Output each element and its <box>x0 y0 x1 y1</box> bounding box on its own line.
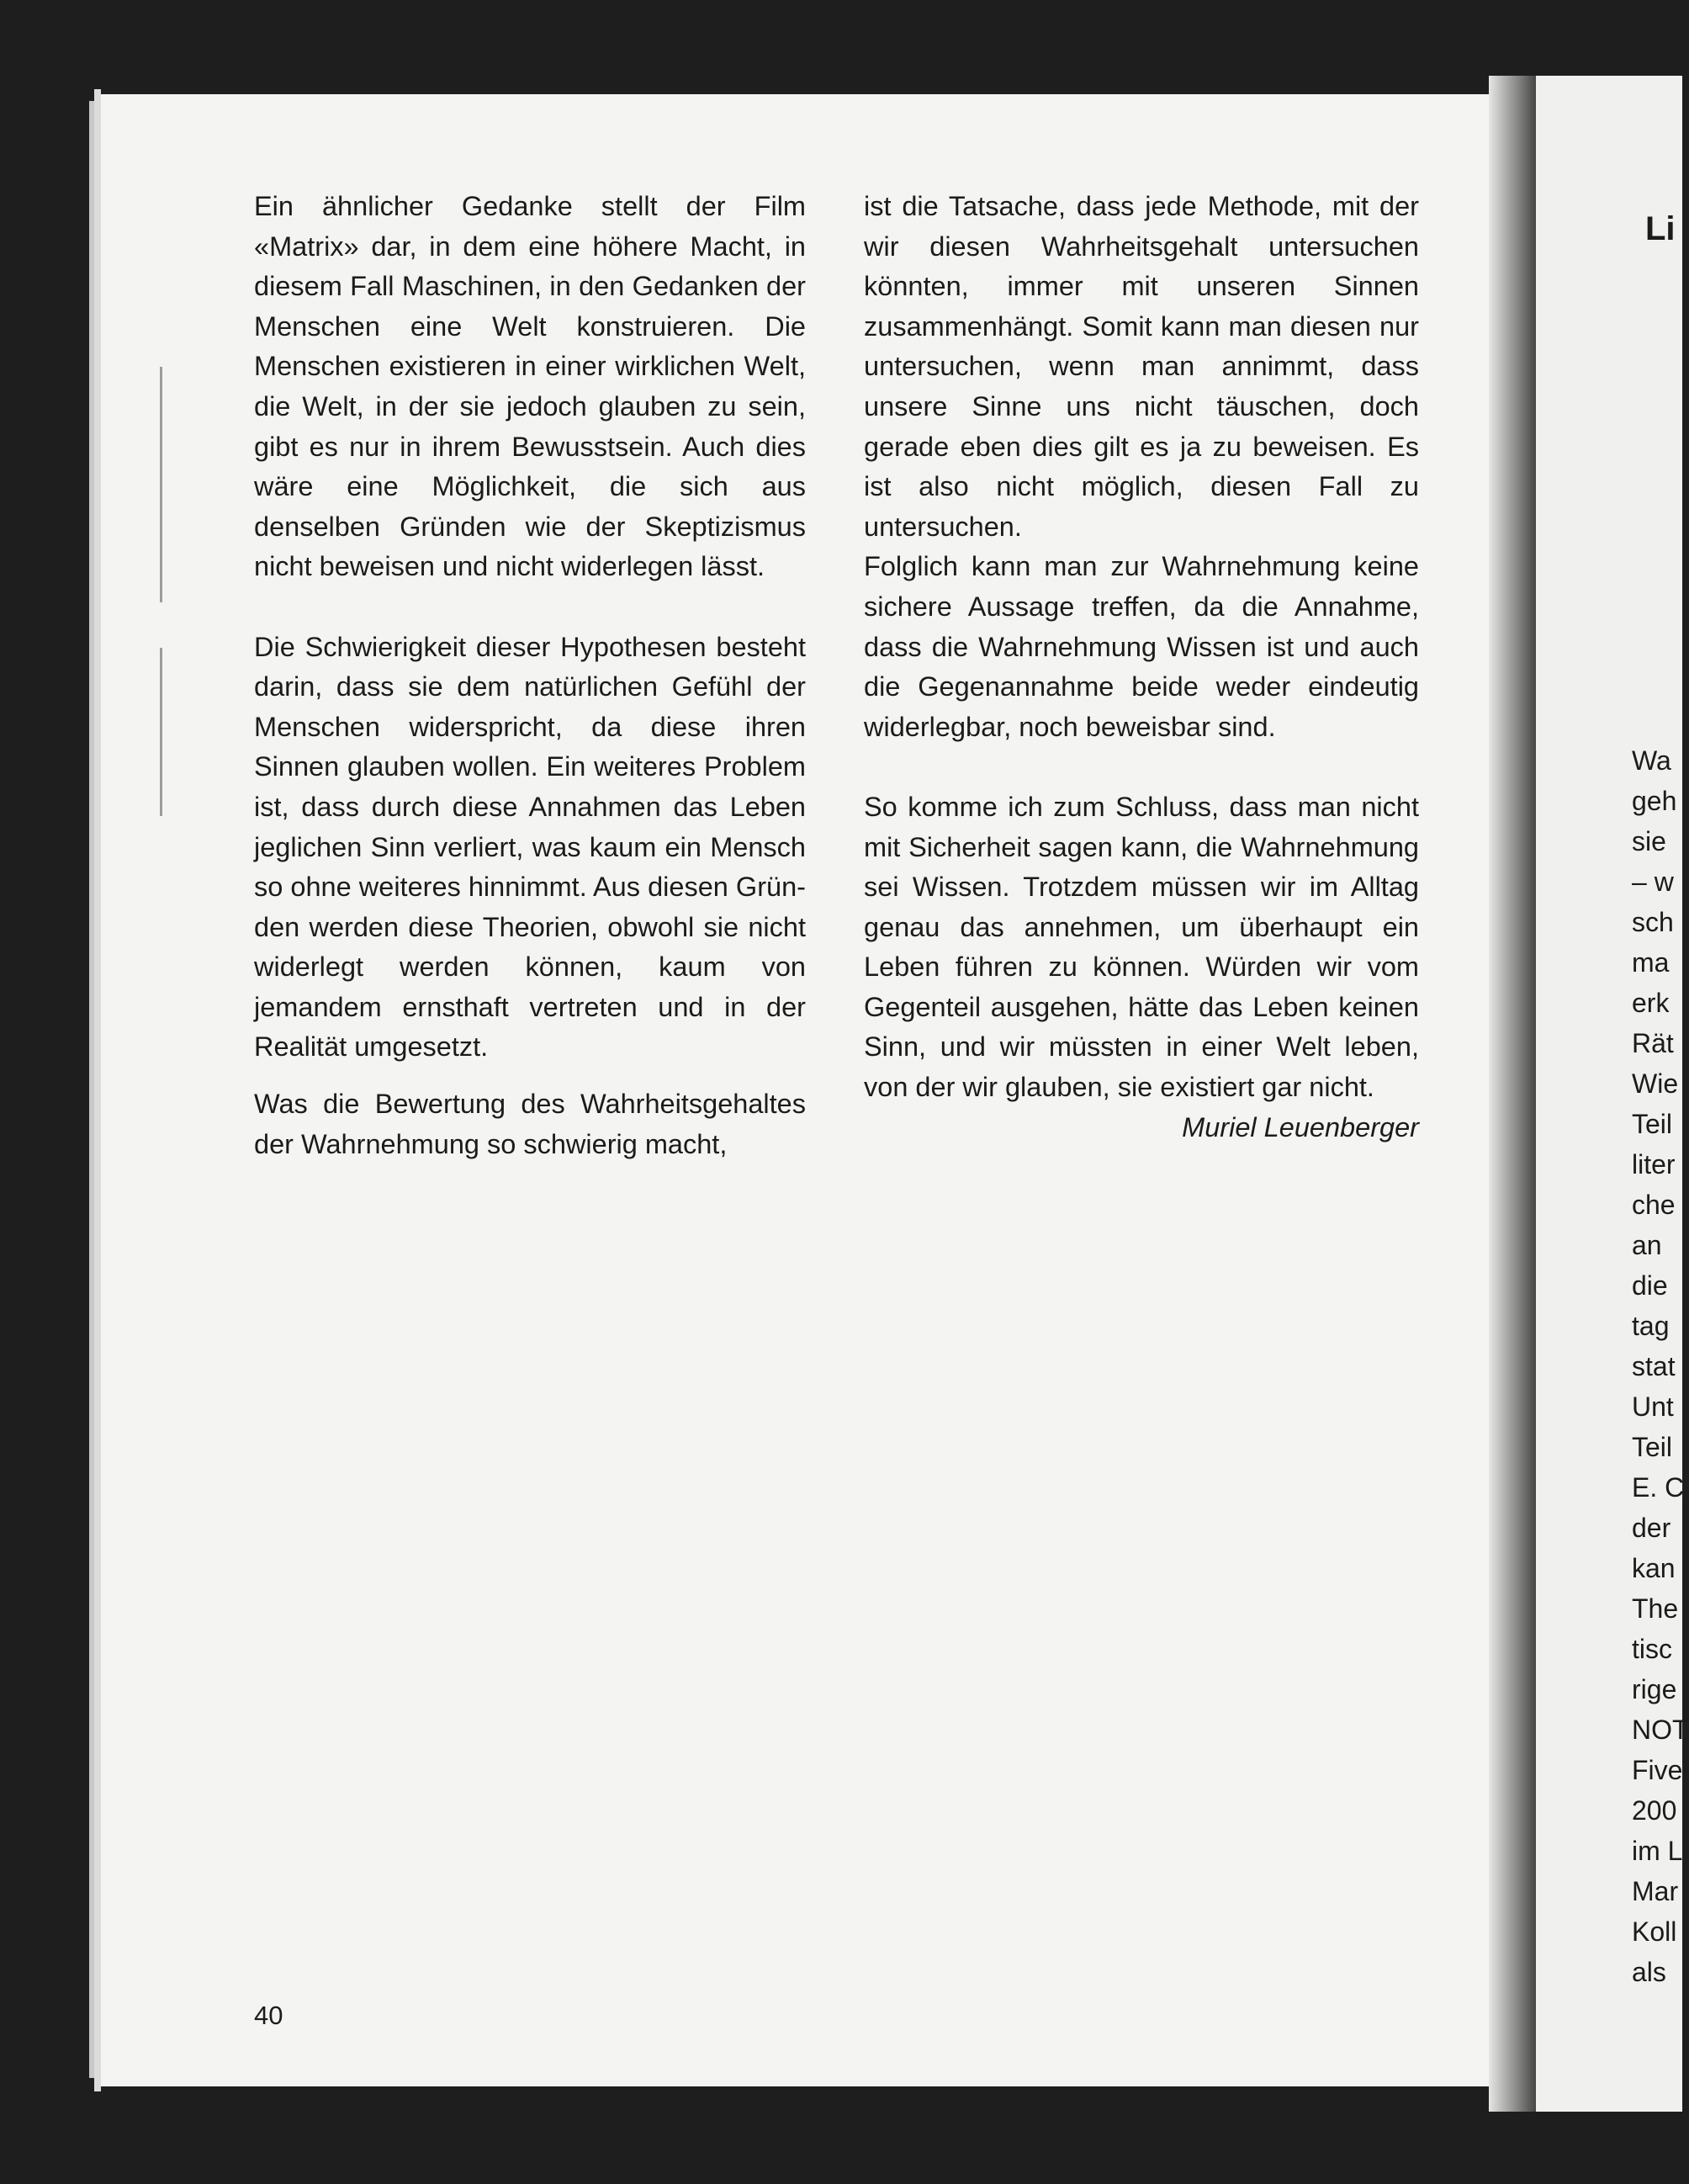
right-page-line-fragment: Wa <box>1632 745 1671 776</box>
right-page-line-fragment: der <box>1632 1513 1671 1543</box>
right-page-line-fragment: Unt <box>1632 1392 1674 1422</box>
paragraph: Was die Bewertung des Wahrheitsgehaltes der Wahrnehmung so schwierig macht, <box>254 1089 806 1159</box>
right-page-line-fragment: 200 <box>1632 1795 1677 1826</box>
margin-rule <box>160 648 162 816</box>
right-page-line-fragment: The <box>1632 1593 1679 1624</box>
right-page-heading: Li <box>1645 210 1676 247</box>
paragraph: Die Schwierigkeit dieser Hypothesen besteht darin, dass sie dem natürlichen Gefühl der Menschen widerspricht, da diese ihren Sinnen glauben wollen. Ein weiteres Problem ist, dass durch diese Annahmen das Leben jeglichen Sinn verliert, was kaum ein Mensch so ohne weiteres hinnimmt. Aus diesen Grün-den werden diese Theorien, obwohl sie nicht widerlegt werden können, kaum von jemandem ernsthaft vertreten und in der Realität umgesetzt. <box>254 631 806 1063</box>
right-page-line-fragment: rige <box>1632 1674 1677 1704</box>
right-page-line-fragment: Koll <box>1632 1916 1677 1947</box>
right-page-line-fragment: tisc <box>1632 1634 1672 1664</box>
page-stack-edge <box>94 89 101 2091</box>
text-column-right <box>864 187 1419 1188</box>
right-page-line-fragment: NOT <box>1632 1715 1689 1745</box>
paragraph: ist die Tatsache, dass jede Methode, mit der wir diesen Wahrheitsgehalt untersuchen könnten, immer mit unseren Sinnen zusammenhängt. Somit kann man diesen nur untersuchen, wenn man annimmt, dass unsere Sinne uns nicht täuschen, doch gerade eben dies gilt es ja zu beweisen. Es ist also nicht möglich, diesen Fall zu untersuchen. <box>864 191 1419 542</box>
right-page-line-fragment: stat <box>1632 1351 1676 1381</box>
right-page-line-fragment: sch <box>1632 907 1674 937</box>
right-page-line-fragment: Five <box>1632 1755 1683 1785</box>
right-page-line-fragment: sie <box>1632 826 1666 856</box>
paragraph: Folglich kann man zur Wahrnehmung keine sichere Aussage treffen, da die Annahme, dass die Wahrnehmung Wissen ist und auch die Gegenannahme beide weder eindeutig widerlegbar, noch beweisbar sind. <box>864 551 1419 742</box>
page-stack-edge <box>89 101 94 2078</box>
right-page-line-fragment: tag <box>1632 1311 1670 1341</box>
right-page-line-fragment: – w <box>1632 867 1674 897</box>
paragraph: So komme ich zum Schluss, dass man nicht mit Sicherheit sagen kann, die Wahrnehmung sei Wissen. Trotzdem müssen wir im Alltag genau das annehmen, um überhaupt ein Leben führen zu können. Würden wir vom Gegenteil ausgehen, hätte das Leben keinen Sinn, und wir müssten in einer Welt leben, von der wir glauben, sie existiert gar nicht. <box>864 791 1419 1103</box>
right-page-text-fragments <box>1632 740 1689 1992</box>
margin-rule <box>160 367 162 602</box>
right-page-line-fragment: kan <box>1632 1553 1676 1583</box>
right-page-line-fragment: Wie <box>1632 1068 1679 1099</box>
right-page-line-fragment: Teil <box>1632 1432 1673 1462</box>
right-page-line-fragment: an <box>1632 1230 1662 1260</box>
right-page-line-fragment: als <box>1632 1957 1666 1987</box>
right-page-line-fragment: Rät <box>1632 1028 1674 1058</box>
right-page-line-fragment: Teil <box>1632 1109 1673 1139</box>
text-column-left <box>254 187 806 1164</box>
page-number: 40 <box>254 2001 283 2030</box>
right-page-line-fragment: die <box>1632 1270 1668 1301</box>
right-page-line-fragment: ma <box>1632 947 1670 978</box>
right-page-line-fragment: liter <box>1632 1149 1676 1179</box>
book-gutter <box>1489 76 1539 2112</box>
right-page-line-fragment: erk <box>1632 988 1670 1018</box>
right-page-line-fragment: im L <box>1632 1836 1683 1866</box>
paragraph: Ein ähnlicher Gedanke stellt der Film «Matrix» dar, in dem eine höhere Macht, in diesem Fall Maschinen, in den Gedanken der Menschen eine Welt konstruieren. Die Menschen existieren in einer wirklichen Welt, die Welt, in der sie jedoch glauben zu sein, gibt es nur in ihrem Bewusstsein. Auch dies wäre eine Möglichkeit, die sich aus denselben Gründen wie der Skeptizismus nicht beweisen und nicht widerlegen lässt. <box>254 191 806 582</box>
right-page-line-fragment: E. C <box>1632 1472 1685 1503</box>
author-signature: Muriel Leuenberger <box>1182 1111 1419 1142</box>
right-page-line-fragment: Mar <box>1632 1876 1679 1906</box>
right-page-line-fragment: che <box>1632 1190 1676 1220</box>
right-page-line-fragment: geh <box>1632 786 1677 816</box>
